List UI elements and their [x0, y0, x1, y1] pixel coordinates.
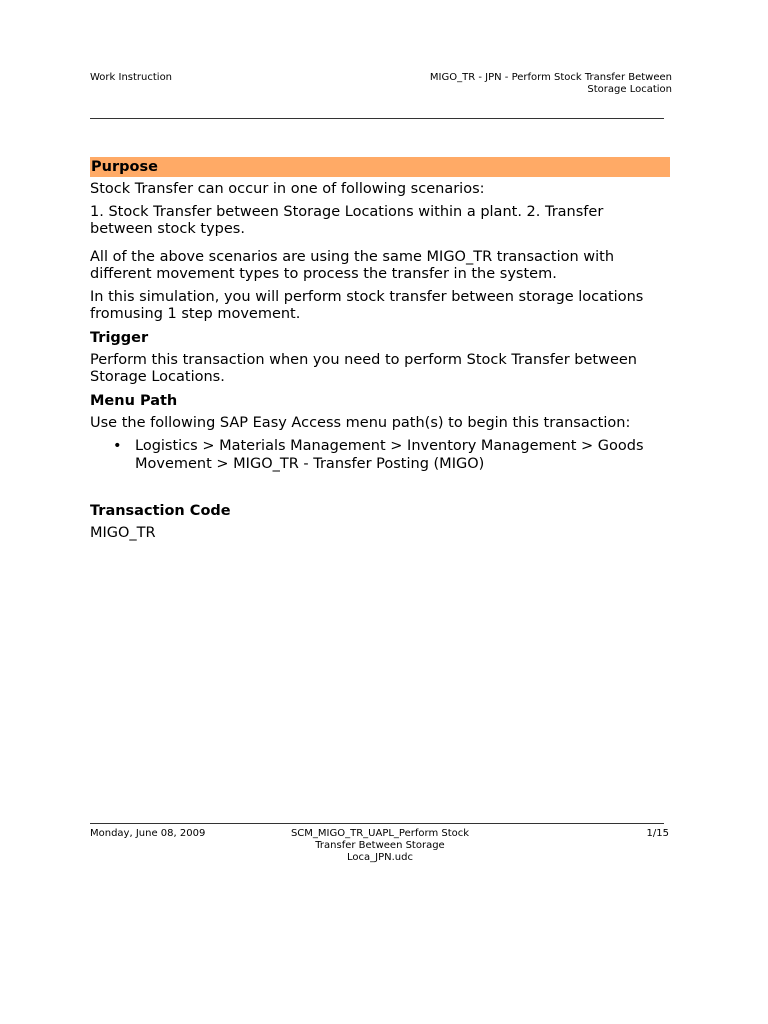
trigger-paragraph: Perform this transaction when you need to perform Stock Transfer between Storage Locations.	[90, 352, 637, 385]
menu-path-intro: Use the following SAP Easy Access menu path(s) to begin this transaction:	[90, 415, 631, 431]
menu-path-item	[90, 437, 670, 473]
purpose-paragraph-4: In this simulation, you will perform stock transfer between storage locations fromusing 1 step movement.	[90, 289, 644, 322]
trigger-heading: Trigger	[90, 330, 149, 346]
header-title-line-1: MIGO_TR - JPN - Perform Stock Transfer Between	[429, 72, 672, 83]
footer-file-line-1: SCM_MIGO_TR_UAPL_Perform Stock	[290, 828, 470, 839]
transaction-code-value: MIGO_TR	[90, 525, 156, 541]
footer-file-line-3: Loca_JPN.udc	[347, 852, 413, 863]
document-body	[90, 157, 670, 542]
footer-divider	[90, 823, 664, 824]
menu-path-item-text: Logistics > Materials Management > Inventory Management > Goods Movement > MIGO_TR - Transfer Posting (MIGO)	[135, 438, 644, 472]
footer-date: Monday, June 08, 2009	[90, 828, 206, 839]
purpose-heading: Purpose	[90, 157, 670, 177]
bullet-icon: •	[113, 438, 122, 454]
purpose-paragraph-2: 1. Stock Transfer between Storage Locations within a plant. 2. Transfer between stock types.	[90, 204, 604, 237]
purpose-paragraph-1: Stock Transfer can occur in one of following scenarios:	[90, 181, 485, 197]
footer-file-line-2: Transfer Between Storage	[315, 840, 445, 851]
header-title-line-2: Storage Location	[587, 84, 672, 95]
footer-file-name	[270, 828, 490, 864]
purpose-paragraph-3: All of the above scenarios are using the same MIGO_TR transaction with different movement types to process the transfer in the system.	[90, 249, 615, 282]
header-divider	[90, 118, 664, 119]
transaction-code-heading: Transaction Code	[90, 503, 231, 519]
header-document-title	[380, 72, 672, 96]
footer-page-number: 1/15	[646, 828, 669, 839]
header-document-type: Work Instruction	[90, 72, 173, 83]
menu-path-heading: Menu Path	[90, 393, 178, 409]
